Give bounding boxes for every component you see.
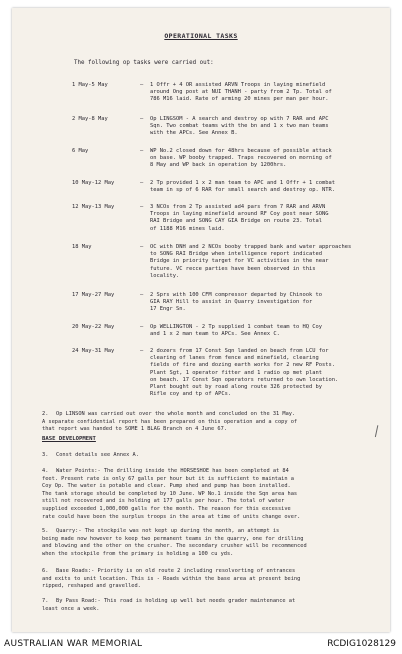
task-description-line: Plant Sgt, 1 operator fitter and 1 radio op met plant	[150, 369, 323, 376]
paragraph-number: 3.	[42, 452, 49, 458]
dash-separator: –	[140, 348, 144, 354]
paragraph-line: supplied exceeded 1,000,000 galls for the month. The reason for this excessive	[42, 506, 291, 512]
dash-separator: –	[140, 204, 144, 210]
task-description-line: Op WELLINGTON - 2 Tp supplied 1 combat team to HQ Coy	[150, 324, 323, 330]
task-description-line: clearing of lanes from fence and minefield, clearing	[150, 355, 319, 362]
paragraph-line: still not recovered and is holding at 177 galls per hour. The total of water	[42, 498, 285, 505]
task-description-line: OC with DNH and 2 NCOs booby trapped bank and water approaches	[150, 244, 352, 250]
task-description-line: 2 Sprs with 100 CFM compressor departed by Chinook to	[150, 292, 323, 298]
dash-separator: –	[140, 180, 144, 186]
paragraph-line: rate could have been the surplus troops in the area at time of units change over.	[42, 513, 301, 520]
paragraph-line: ripped, reshaped and gravelled.	[42, 583, 141, 590]
paragraph-line: and blowing and the other on the crusher. The secondary crusher will be recommenced	[42, 543, 307, 550]
paragraph-line: A separate confidential report has been prepared on this operation and a copy of	[42, 418, 298, 425]
task-description-line: Op LINGSOM - A search and destroy op with 7 RAR and APC	[150, 116, 329, 122]
task-description-line: fields of fire and dozing earth works for 2 new RF Posts.	[150, 362, 335, 369]
document-reference-id: RCDIG1028129	[327, 639, 396, 649]
task-description-line: team in sp of 6 RAR for small search and destroy op. NTR.	[150, 187, 335, 194]
task-description-line: 786 M16 laid. Rate of arming 20 mines per man per hour.	[150, 96, 329, 103]
paragraph-line: when the stockpile from the primary is holding a 100 cu yds.	[42, 550, 234, 557]
paragraph-line: feet. Present rate is only 67 galls per hour but it is sufficient to maintain a	[42, 475, 294, 482]
task-description-line: WP No.2 closed down for 48hrs because of possible attack	[150, 148, 332, 154]
paragraph-number: 4.	[42, 468, 49, 474]
dash-separator: –	[140, 116, 144, 122]
paragraph-line: Water Points:- The drilling inside the HORSESHOE has been completed at 84	[56, 468, 289, 474]
paragraph-line: least once a week.	[42, 605, 100, 612]
task-description-line: to SONG RAI Bridge when intelligence report indicated	[150, 251, 323, 258]
task-description-line: 8 May and WP back in operation by 1200hrs.	[150, 162, 287, 169]
task-description-line: Troops in laying minefield around RF Coy post near SONG	[150, 211, 329, 218]
task-date: 1 May-5 May	[72, 82, 108, 88]
task-description-line: of 1188 M16 mines laid.	[150, 225, 225, 232]
task-description-line: 17 Engr Sn.	[150, 306, 186, 313]
intro-text: The following op tasks were carried out:	[74, 60, 214, 66]
paragraph-line: that report was handed to SOME 1 BLAG Branch on 4 June 67.	[42, 426, 227, 433]
paragraph-number: 5.	[42, 528, 49, 534]
task-description-line: Plant bought out by road along route 326 protected by	[150, 384, 323, 390]
task-description-line: with the APCs. See Annex B.	[150, 130, 238, 137]
document-title: OPERATIONAL TASKS	[164, 32, 238, 40]
dash-separator: –	[140, 244, 144, 250]
task-description-line: Rifle coy and tp of APCs.	[150, 391, 232, 398]
paragraph-number: 6.	[42, 568, 49, 574]
paragraph-number: 2.	[42, 411, 49, 417]
task-date: 17 May-27 May	[72, 292, 115, 298]
handwritten-mark	[375, 425, 386, 439]
paragraph-line: Const details see Annex A.	[56, 452, 139, 458]
task-description-line: Bridge in priority target for VC activities in the near	[150, 258, 329, 265]
paragraph-line: being made now however to keep two permanent teams in the quarry, one for drilling	[42, 535, 304, 542]
task-description-line: future. VC recce parties have been observed in this	[150, 265, 316, 272]
task-description-line: and 1 x 2 man team to APCs. See Annex C.	[150, 331, 280, 338]
task-description-line: Sqn. Two combat teams with the bn and 1 x two man teams	[150, 123, 329, 130]
task-description-line: 2 Tp provided 1 x 2 man team to APC and 1 Offr + 1 combat	[150, 180, 335, 186]
task-date: 20 May-22 May	[72, 324, 115, 330]
task-description-line: GIA RAY Hill to assist in Quarry investigation for	[150, 299, 313, 306]
task-description-line: on base. WP booby trapped. Traps recovered on morning of	[150, 155, 332, 162]
dash-separator: –	[140, 292, 144, 298]
task-date: 6 May	[72, 148, 89, 154]
task-description-line: on beach. 17 Const Sqn operators returned to own location.	[150, 376, 339, 383]
paragraph-line: Quarry:- The stockpile was not kept up during the month, an attempt is	[56, 528, 280, 534]
document-page	[12, 8, 390, 632]
task-description-line: 1 Offr + 4 OR assisted ARVN Troops in laying minefield	[150, 82, 326, 88]
task-description-line: locality.	[150, 272, 180, 279]
dash-separator: –	[140, 82, 144, 88]
dash-separator: –	[140, 324, 144, 330]
task-date: 18 May	[72, 244, 92, 250]
task-date: 2 May-8 May	[72, 116, 108, 122]
paragraph-line: and exits to unit location. This is - Roads within the base area at present being	[42, 575, 301, 582]
task-date: 24 May-31 May	[72, 348, 115, 354]
paragraph-line: Coy Op. The water is potable and clear. Pump shed and pump has been installed.	[42, 483, 291, 490]
base-development-heading: BASE DEVELOPMENT	[42, 436, 96, 442]
dash-separator: –	[140, 148, 144, 154]
task-date: 12 May-13 May	[72, 204, 115, 210]
paragraph-line: Op LINSON was carried out over the whole month and concluded on the 31 May.	[56, 411, 296, 417]
paragraph-number: 7.	[42, 598, 49, 604]
task-description-line: around Ong post at NUI THANH - party from 2 Tp. Total of	[150, 89, 332, 96]
task-description-line: RAI Bridge and SONG CAY GIA Bridge on route 23. Total	[150, 218, 323, 225]
task-date: 10 May-12 May	[72, 180, 115, 186]
paragraph-line: Base Roads:- Priority is on old route 2 including resolvorting of entrances	[56, 568, 296, 574]
paragraph-line: The tank storage should be completed by 10 June. WP No.1 inside the Sqn area has	[42, 490, 298, 497]
paragraph-line: By Pass Road:- This road is holding up well but needs grader maintenance at	[56, 598, 296, 604]
archive-credit: AUSTRALIAN WAR MEMORIAL	[4, 639, 143, 649]
task-description-line: 2 dozers from 17 Const Sqn landed on beach from LCU for	[150, 348, 329, 354]
task-description-line: 3 NCOs from 2 Tp assisted ad4 pars from 7 RAR and ARVN	[150, 204, 326, 210]
